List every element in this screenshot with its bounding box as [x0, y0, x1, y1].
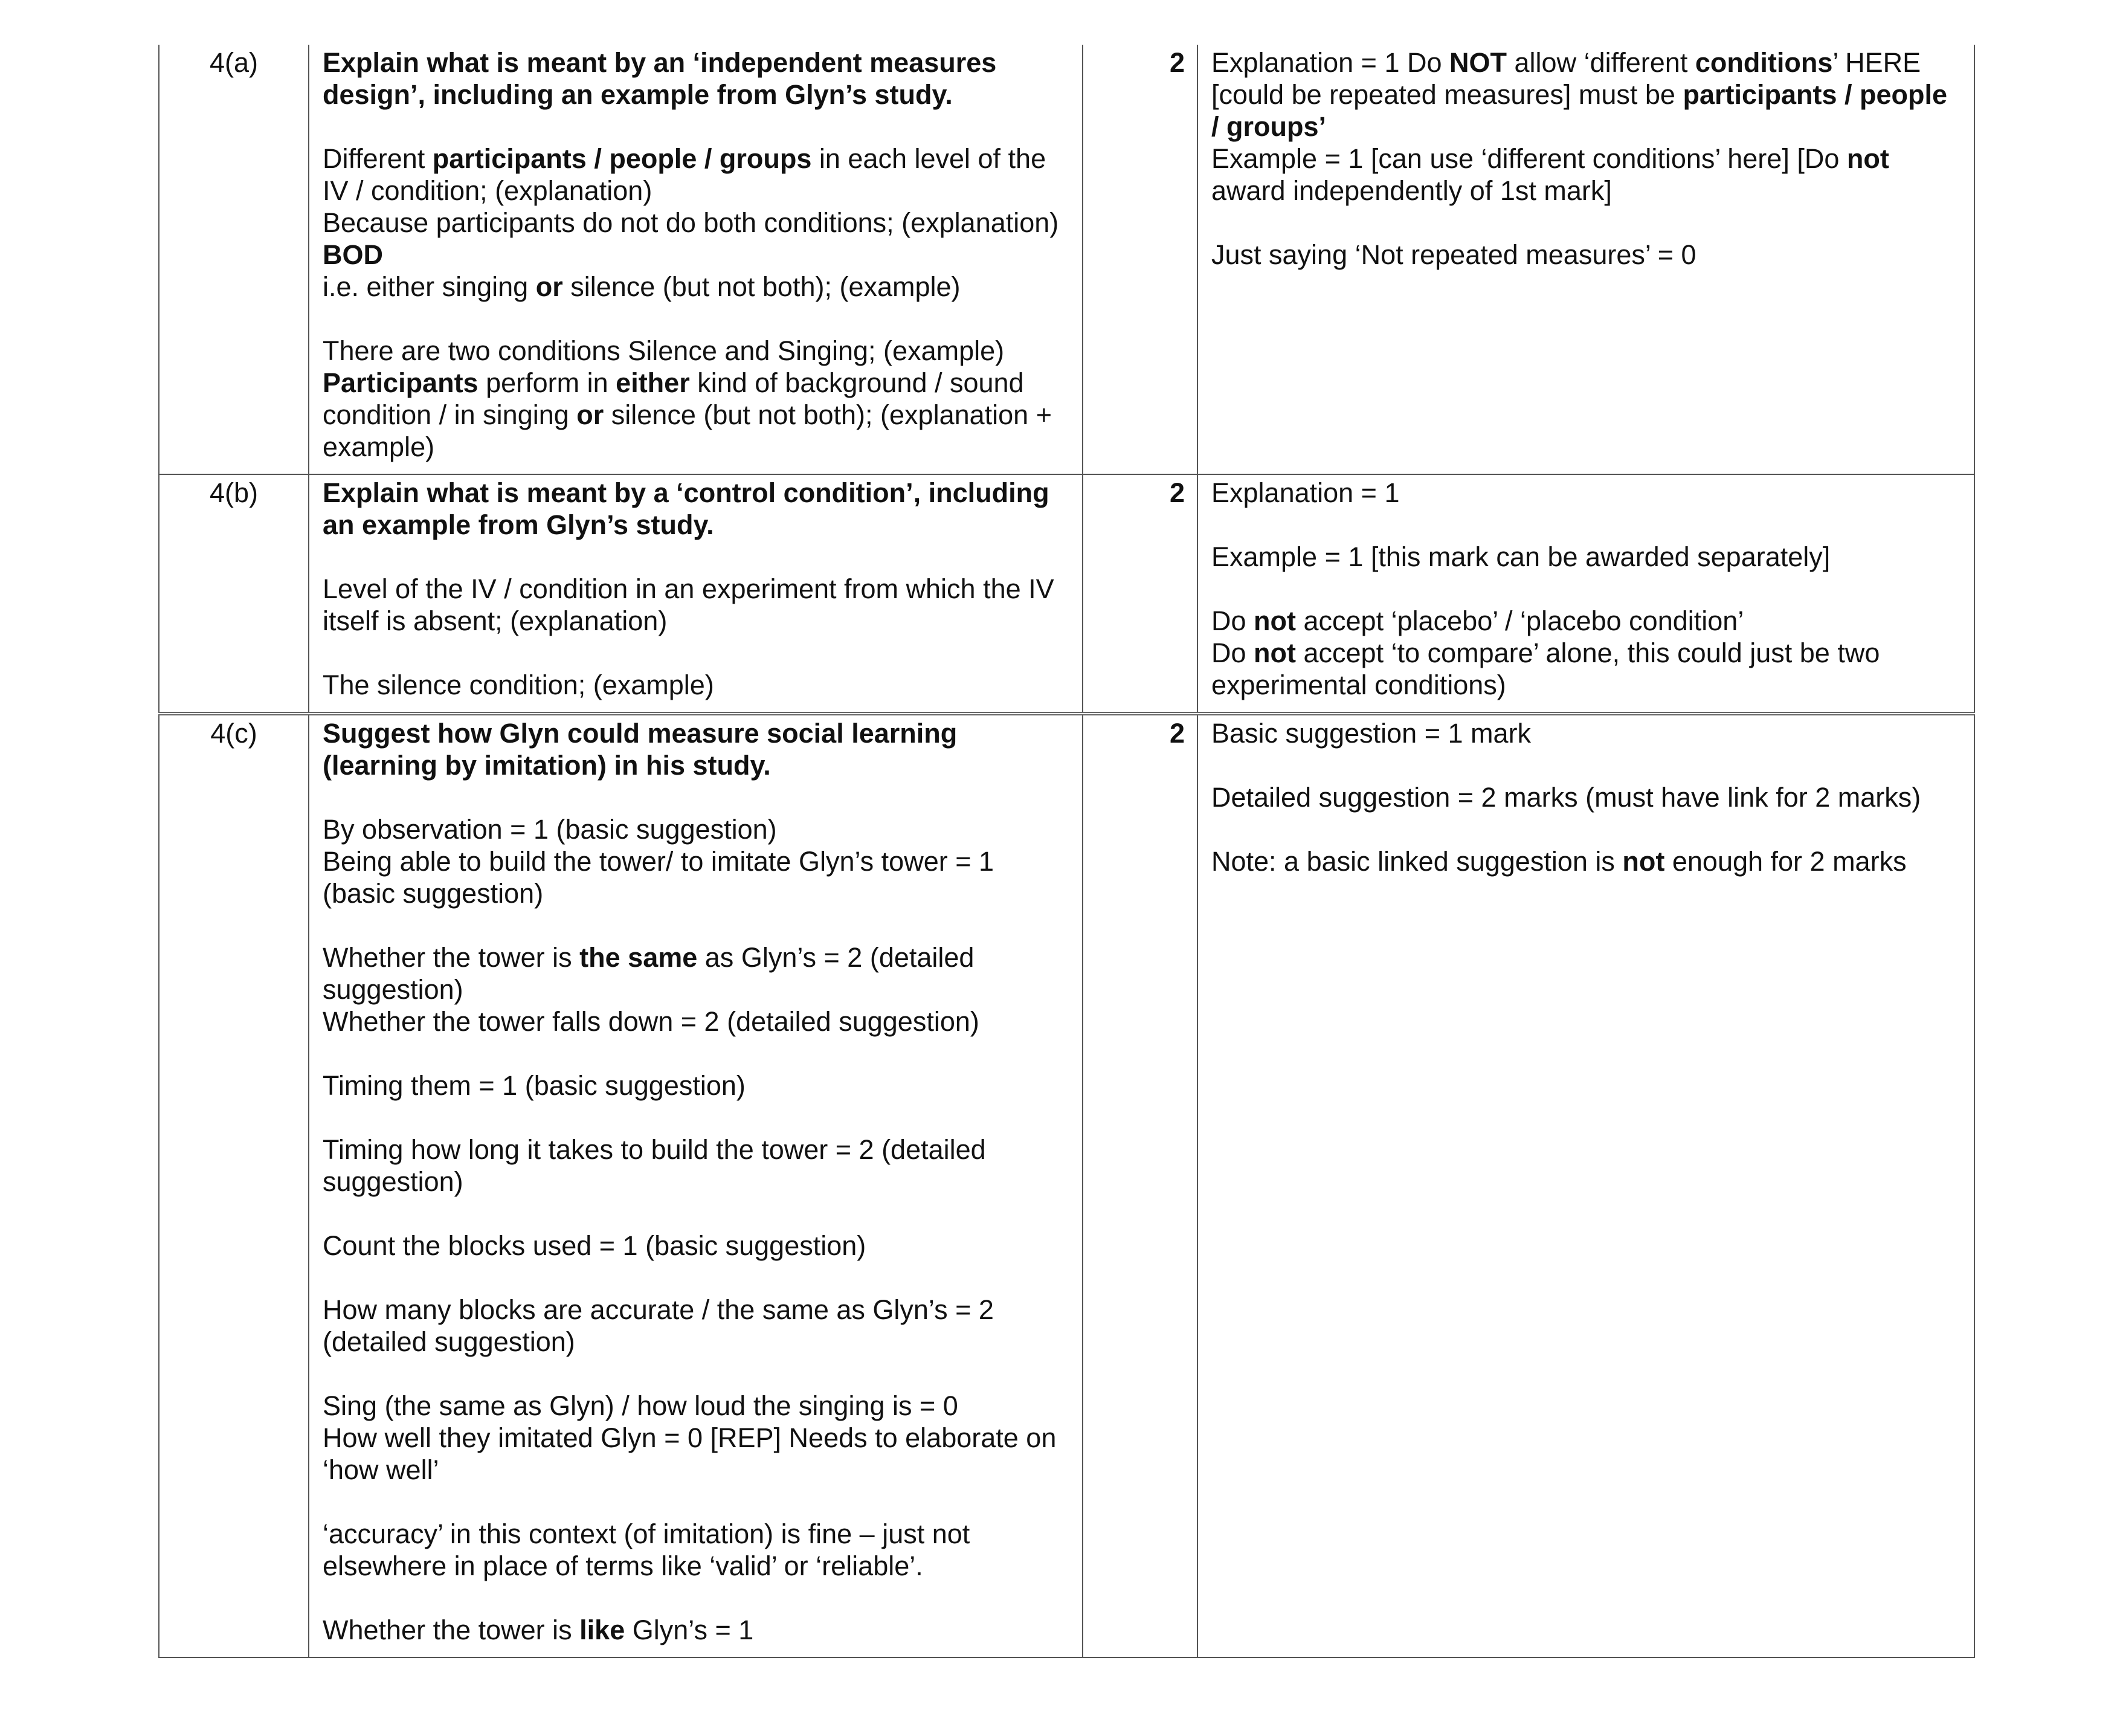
question-number: 4(a) [159, 45, 309, 474]
question-answer-cell: Explain what is meant by a ‘control condition’, including an example from Glyn’s study. Level of the IV / condition in an experiment from which the IV itself is absent; (explanation) The silence condition; (example) [309, 474, 1083, 714]
answer-block: Different participants / people / groups in each level of the IV / condition; (explanation) Because participants do not do both conditions; (explanation) BOD i.e. either singing or silence (but not both); (example) [323, 143, 1059, 302]
question-number: 4(b) [159, 474, 309, 714]
question-answer-cell: Suggest how Glyn could measure social learning (learning by imitation) in his study. By observation = 1 (basic suggestion) Being able to build the tower/ to imitate Glyn’s tower = 1 (basic suggestion) Whether the tower is the same as Glyn’s = 2 (detailed suggestion) Whether the tower falls down = 2 (detailed suggestion) Timing them = 1 (basic suggestion) Timing how long it takes to build the tower = 2 (detailed suggestion) Count the blocks used = 1 (basic suggestion) How many blocks are accurate / the same as Glyn’s = 2 (detailed suggestion) Sing (the same as Glyn) / how loud the singing is = 0 How well they imitated Glyn = 0 [REP] Needs to elaborate on ‘how well’ ‘accuracy’ in this context (of imitation) is fine – just not elsewhere in place of terms like ‘valid’ or ‘reliable’. Whether the tower is like Glyn’s = 1 [309, 714, 1083, 1657]
question-text: Explain what is meant by an ‘independent measures design’, including an example from Glyn’s study. [323, 47, 997, 110]
marks-cell: 2 [1083, 45, 1197, 474]
marks-cell: 2 [1083, 474, 1197, 714]
mark-scheme-page [158, 45, 1974, 1658]
guidance-cell: Explanation = 1 Example = 1 [this mark can be awarded separately] Do not accept ‘placebo’ / ‘placebo condition’ Do not accept ‘to compare’ alone, this could just be two experimental conditions) [1197, 474, 1974, 714]
question-text: Explain what is meant by a ‘control condition’, including an example from Glyn’s study. [323, 477, 1049, 540]
question-number: 4(c) [159, 714, 309, 1657]
mark-scheme-table [158, 45, 1975, 1658]
answer-block: There are two conditions Silence and Singing; (example) Participants perform in either kind of background / sound condition / in singing or silence (but not both); (explanation + example) [323, 335, 1052, 462]
guidance-cell: Basic suggestion = 1 mark Detailed suggestion = 2 marks (must have link for 2 marks) Note: a basic linked suggestion is not enough for 2 marks [1197, 714, 1974, 1657]
table-row [159, 45, 1974, 474]
question-answer-cell [309, 45, 1083, 474]
guidance-cell: Explanation = 1 Do NOT allow ‘different conditions’ HERE [could be repeated measures] must be participants / people / groups’ Example = 1 [can use ‘different conditions’ here] [Do not award independently of 1st mark] Just saying ‘Not repeated measures’ = 0 [1197, 45, 1974, 474]
question-text: Suggest how Glyn could measure social learning (learning by imitation) in his study. [323, 718, 958, 781]
marks-cell: 2 [1083, 714, 1197, 1657]
table-row [159, 714, 1974, 1657]
table-row [159, 474, 1974, 714]
